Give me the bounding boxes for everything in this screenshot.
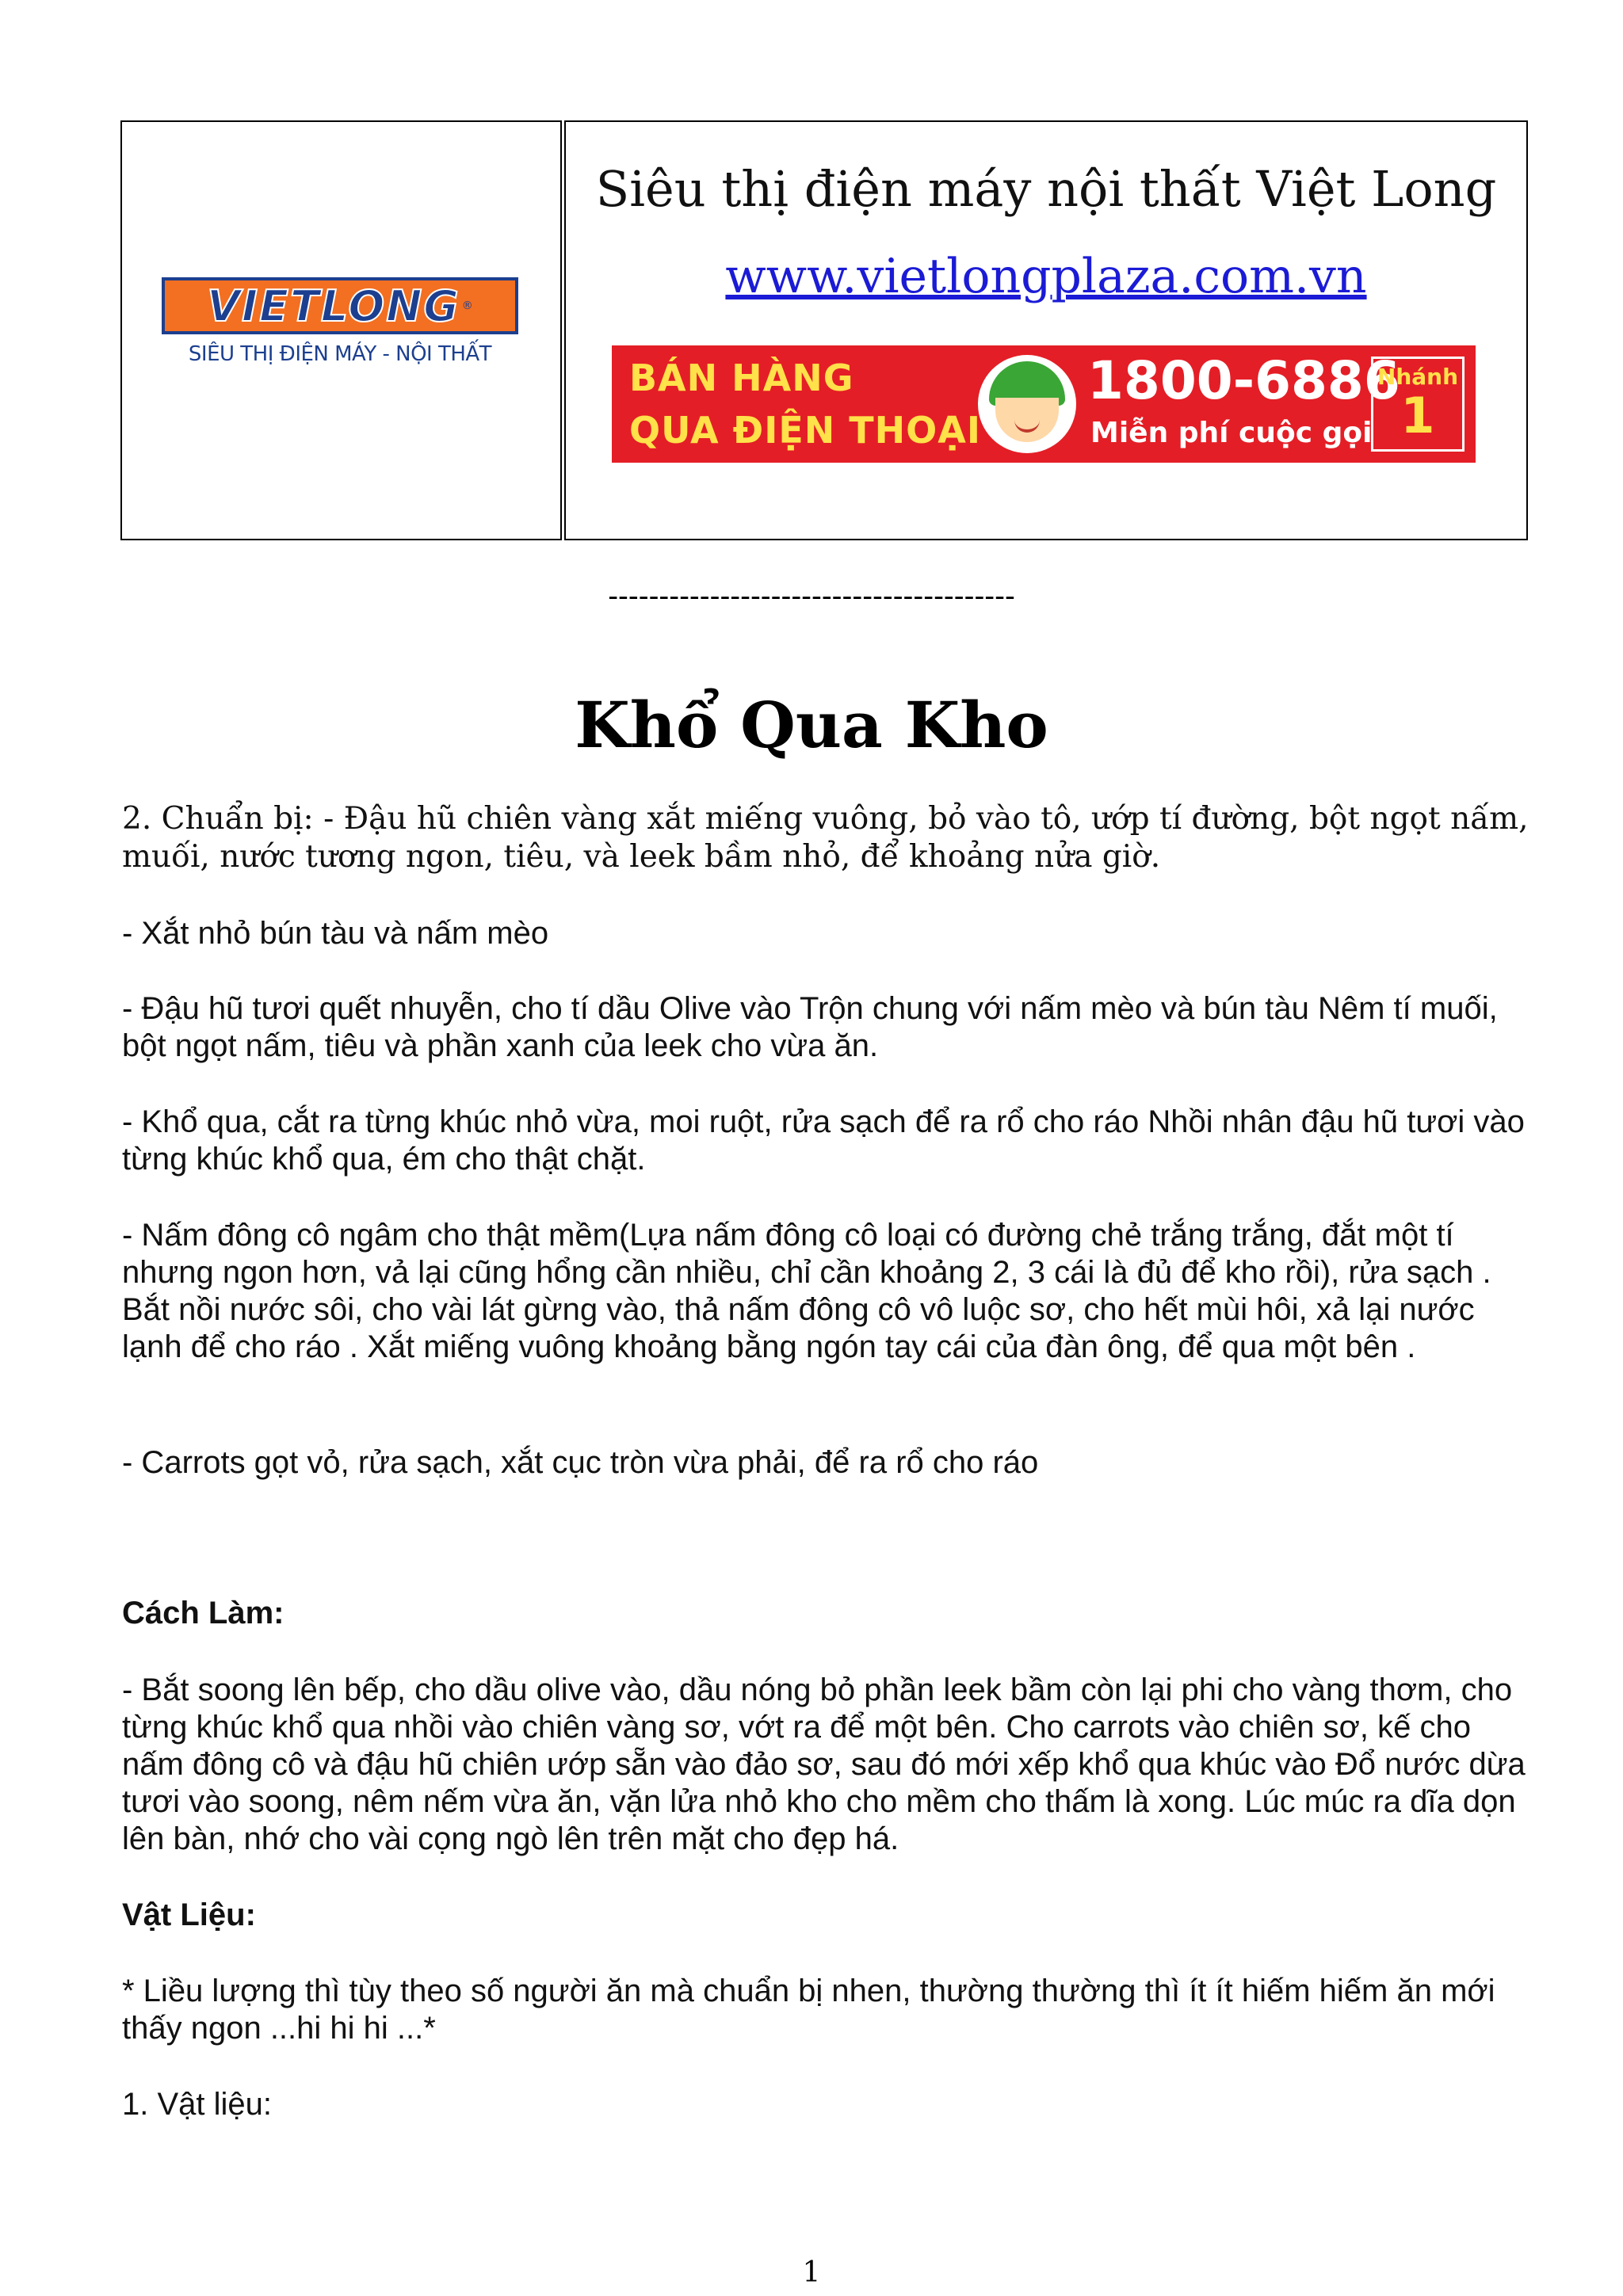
banner-line-1: BÁN HÀNG (629, 357, 854, 399)
branch-number: 1 (1400, 387, 1435, 444)
banner-free-call: Miễn phí cuộc gọi (1090, 417, 1373, 449)
vietlong-logo (162, 277, 518, 366)
banner-text (629, 352, 981, 456)
paragraph-2: - Đậu hũ tươi quết nhuyễn, cho tí dầu Olive vào Trộn chung với nấm mèo và bún tàu Nêm tí muối, bột ngọt nấm, tiêu và phần xanh của leek cho vừa ăn. (122, 991, 1498, 1063)
header-info-cell (564, 120, 1528, 540)
banner-branch-badge (1371, 357, 1465, 452)
cach-lam-heading: Cách Làm: (122, 1596, 285, 1630)
branch-label: Nhánh (1377, 364, 1459, 390)
phone-sales-banner (612, 345, 1476, 463)
paragraph-5: - Carrots gọt vỏ, rửa sạch, xắt cục tròn vừa phải, để ra rổ cho ráo (122, 1445, 1039, 1480)
store-name: Siêu thị điện máy nội thất Việt Long (595, 160, 1497, 218)
logo-registered-mark: ® (461, 299, 473, 312)
cach-lam-paragraph: - Bắt soong lên bếp, cho dầu olive vào, dầu nóng bỏ phần leek bầm còn lại phi cho vàng thơm, cho từng khúc khổ qua nhồi vào chiên vàng sơ, vớt ra để một bên. Cho carrots vào chiên sơ, kế cho nấm đông cô và đậu hũ chiên ướp sẵn vào đảo sơ, sau đó mới xếp khổ qua khúc vào Đổ nước dừa tươi vào soong, nêm nếm vừa ăn, vặn lửa nhỏ kho cho mềm cho thấm là xong. Lúc múc ra dĩa dọn lên bàn, nhớ cho vài cọng ngò lên trên mặt cho đẹp há. (122, 1672, 1526, 1856)
vat-lieu-item-1: 1. Vật liệu: (122, 2087, 273, 2122)
vat-lieu-heading: Vật Liệu: (122, 1897, 256, 1932)
prep-intro-paragraph: 2. Chuẩn bị: - Đậu hũ chiên vàng xắt miếng vuông, bỏ vào tô, ướp tí đường, bột ngọt nấm, muối, nước tương ngon, tiêu, và leek bầm nhỏ, để khoảng nửa giờ. (122, 801, 1529, 875)
page-number: 1 (802, 2256, 821, 2289)
paragraph-1: - Xắt nhỏ bún tàu và nấm mèo (122, 916, 549, 951)
divider-line: ---------------------------------------- (608, 578, 1015, 613)
paragraph-3: - Khổ qua, cắt ra từng khúc nhỏ vừa, moi ruột, rửa sạch để ra rổ cho ráo Nhồi nhân đậu hũ tươi vào từng khúc khổ qua, ém cho thật chặt. (122, 1104, 1525, 1177)
vat-lieu-note: * Liều lượng thì tùy theo số người ăn mà chuẩn bị nhen, thường thường thì ít ít hiếm hiếm ăn mới thấy ngon ...hi hi hi ...* (122, 1974, 1495, 2046)
recipe-title: Khổ Qua Kho (575, 688, 1048, 762)
logo-bar (162, 277, 518, 334)
banner-line-2: QUA ĐIỆN THOẠI (629, 409, 981, 452)
logo-tagline: SIÊU THỊ ĐIỆN MÁY - NỘI THẤT (188, 342, 492, 366)
paragraph-4: - Nấm đông cô ngâm cho thật mềm(Lựa nấm đông cô loại có đường chẻ trắng trắng, đắt một tí nhưng ngon hơn, vả lại cũng hổng cần nhiều, chỉ cần khoảng 2, 3 cái là đủ để kho rồi), rửa sạch . Bắt nồi nước sôi, cho vài lát gừng vào, thả nấm đông cô vô luộc sơ, cho hết mùi hôi, xả lại nước lạnh để cho ráo . Xắt miếng vuông khoảng bằng ngón tay cái của đàn ông, để qua một bên . (122, 1218, 1491, 1364)
banner-phone-number: 1800-6886 (1087, 350, 1400, 411)
logo-word: VIETLONG (207, 280, 460, 331)
header-logo-cell (120, 120, 562, 540)
store-url-link[interactable]: www.vietlongplaza.com.vn (725, 249, 1367, 304)
